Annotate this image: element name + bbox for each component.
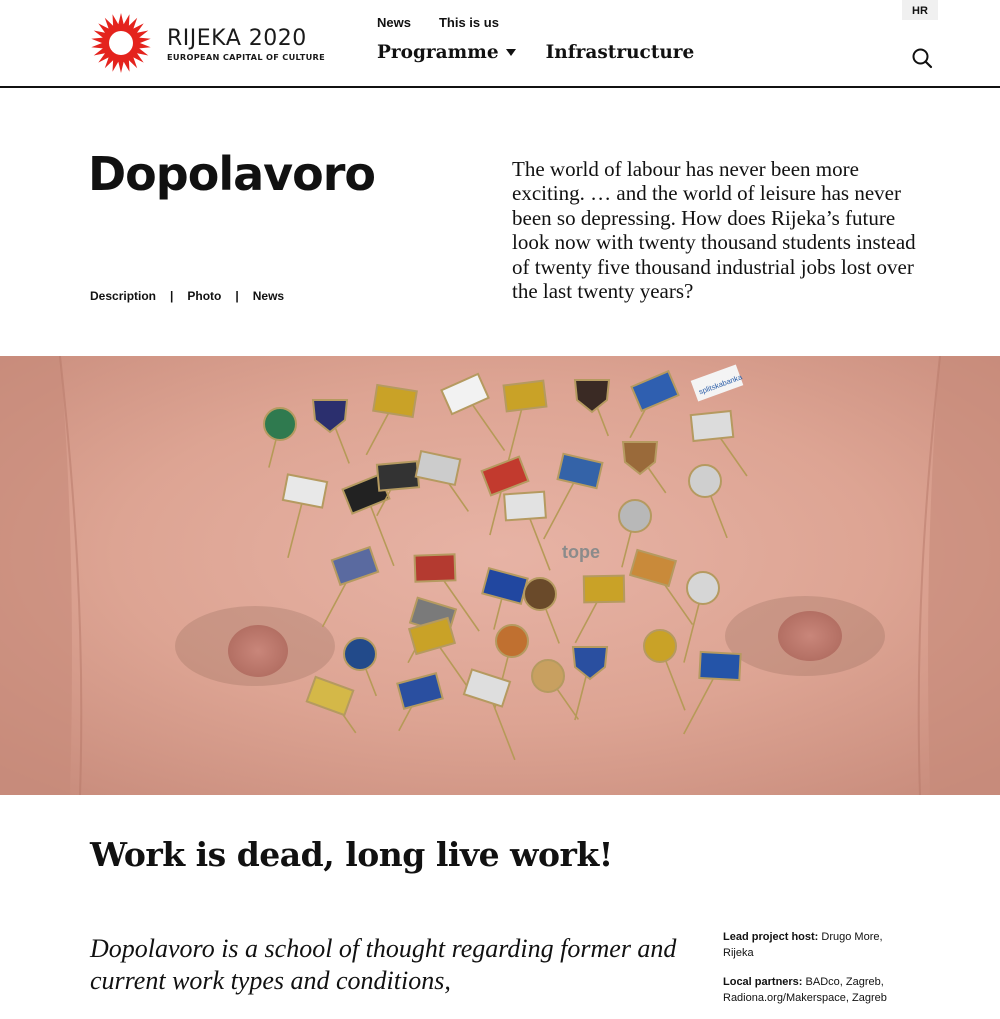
rijeka-2020-logo[interactable] <box>90 12 330 74</box>
intro-description: The world of labour has never been more exciting. … and the world of leisure has never been so depressing. How does Rijeka’s future look now with twenty thousand students instead of twenty five thousand industrial jobs lost over the last twenty years? <box>512 157 916 304</box>
local-partners <box>723 974 903 1006</box>
site-header <box>0 0 1000 88</box>
local-partners-value: BADco, Zagreb, Radiona.org/Makerspace, Zagreb <box>723 976 887 1004</box>
logo-subtitle: EUROPEAN CAPITAL OF CULTURE <box>167 52 326 62</box>
main-nav <box>377 42 694 63</box>
tab-separator: | <box>235 289 239 303</box>
lead-host-value: Drugo More, Rijeka <box>723 931 883 959</box>
hero-photo <box>0 356 1000 795</box>
lead-project-host <box>723 929 903 961</box>
language-switch-button[interactable]: HR <box>902 0 938 20</box>
pins-on-chest-photo <box>0 356 1000 795</box>
tab-separator: | <box>170 289 174 303</box>
nav-infrastructure-link[interactable]: Infrastructure <box>545 42 695 63</box>
section-tabs <box>90 289 284 303</box>
sun-logo-icon <box>90 12 152 74</box>
article-heading: Work is dead, long live work! <box>90 835 613 874</box>
logo-title: RIJEKA 2020 <box>167 26 307 51</box>
utility-nav <box>377 15 499 30</box>
nav-programme-dropdown[interactable] <box>377 42 516 63</box>
nav-this-is-us-link[interactable]: This is us <box>438 15 499 30</box>
caret-down-icon <box>506 49 516 56</box>
nav-programme-label: Programme <box>377 42 499 63</box>
nav-news-link[interactable]: News <box>377 15 411 30</box>
tab-news[interactable]: News <box>252 289 285 303</box>
article-lead: Dopolavoro is a school of thought regarding former and current work types and conditions, <box>90 934 677 995</box>
tope-badge-text: tope <box>562 542 600 562</box>
local-partners-label: Local partners: <box>723 976 803 988</box>
splitska-banka-badge-text: splitskabanka <box>697 372 744 397</box>
project-info <box>723 929 903 1019</box>
tab-photo[interactable]: Photo <box>187 289 222 303</box>
search-icon[interactable] <box>910 46 934 70</box>
lead-host-label: Lead project host: <box>723 931 819 943</box>
page-title: Dopolavoro <box>88 147 376 201</box>
tab-description[interactable]: Description <box>90 289 157 303</box>
